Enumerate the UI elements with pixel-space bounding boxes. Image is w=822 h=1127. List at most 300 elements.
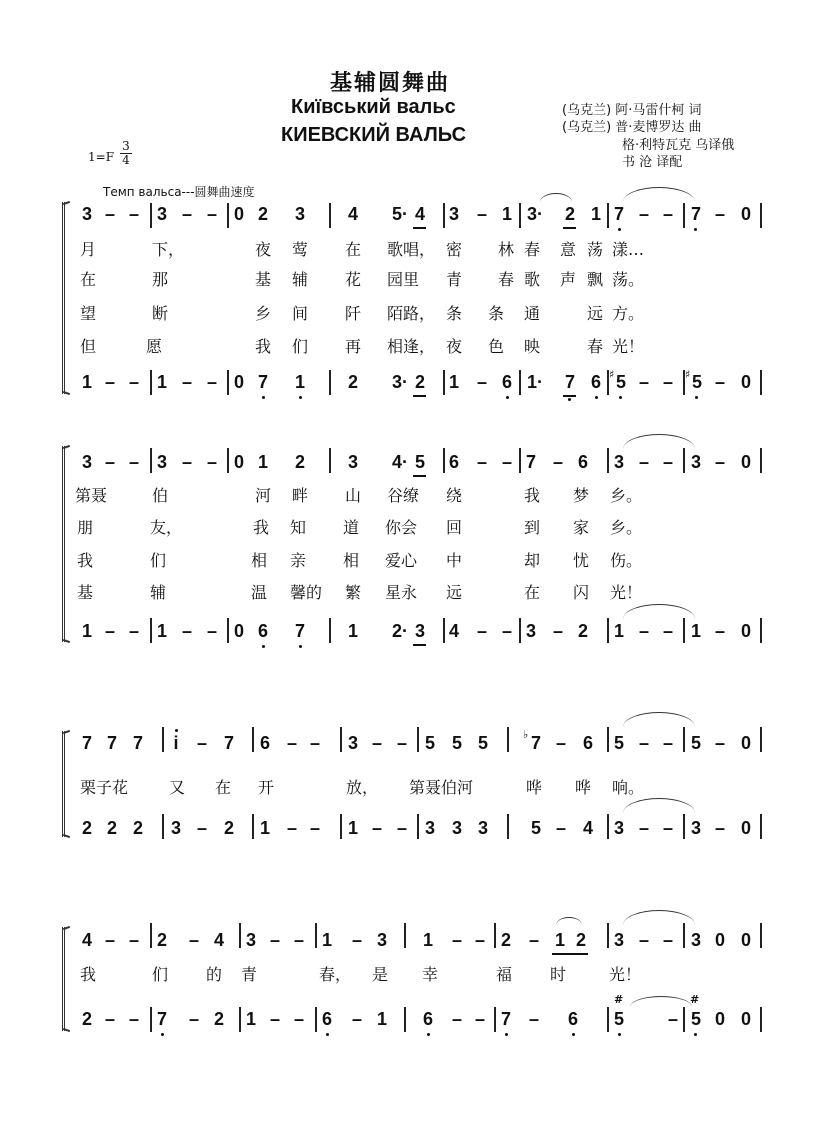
melody-note: – <box>128 452 139 472</box>
harmony-note: 0 <box>740 621 751 641</box>
low-octave-dot <box>262 396 265 399</box>
melody-note: – <box>206 204 217 224</box>
melody-note: – <box>714 452 725 472</box>
lyric: 夜 <box>446 337 463 356</box>
low-octave-dot <box>695 396 698 399</box>
lyric: 声 <box>560 270 577 289</box>
lyric: 但 <box>80 337 97 356</box>
lyric: 畔 <box>292 486 309 505</box>
title-russian: КИЕВСКИЙ ВАЛЬС <box>281 124 467 146</box>
melody-note: 4· <box>391 452 408 472</box>
harmony-note: 1 <box>81 621 92 641</box>
harmony-note: – <box>501 621 512 641</box>
lyric: 响。 <box>612 778 645 797</box>
melody-note: 7 <box>525 452 536 472</box>
harmony-note: – <box>181 372 192 392</box>
melody-note: 0 <box>740 204 751 224</box>
lyric: 色 <box>488 337 505 356</box>
melody-note: 5 <box>690 733 701 753</box>
melody-note: – <box>638 452 649 472</box>
underline <box>563 227 576 229</box>
barline <box>683 203 685 228</box>
harmony-note: – <box>555 818 566 838</box>
barline <box>519 203 521 228</box>
barline <box>760 618 762 643</box>
lyric: 在 <box>80 270 97 289</box>
credit-lyricist: (乌克兰) 阿·马雷什柯 词 <box>562 103 702 118</box>
sharp-icon: # <box>614 993 624 1006</box>
barline <box>760 448 762 473</box>
barline <box>150 1007 152 1032</box>
harmony-note: 6 <box>321 1009 332 1029</box>
sharp-icon: # <box>690 993 700 1006</box>
lyric: 们 <box>152 965 169 984</box>
barline <box>329 203 331 228</box>
melody-note: 0 <box>714 930 725 950</box>
lyric: 夜 <box>255 240 272 259</box>
melody-note: 3 <box>347 733 358 753</box>
lyric: 辅 <box>292 270 309 289</box>
lyric: 河 <box>255 486 272 505</box>
harmony-note: – <box>528 1009 539 1029</box>
barline <box>607 618 609 643</box>
melody-note: – <box>104 930 115 950</box>
melody-note: – <box>181 204 192 224</box>
barline <box>607 814 609 839</box>
melody-note: – <box>196 733 207 753</box>
lyric: 忧 <box>573 551 590 570</box>
harmony-note: – <box>104 372 115 392</box>
low-octave-dot <box>299 645 302 648</box>
harmony-note: 2 <box>347 372 358 392</box>
harmony-note: 2 <box>223 818 234 838</box>
barline <box>760 203 762 228</box>
melody-note: 3 <box>448 204 459 224</box>
melody-note: 4 <box>81 930 92 950</box>
lyric: 远 <box>587 304 604 323</box>
melody-note: 5· <box>391 204 408 224</box>
harmony-note: 0 <box>740 818 751 838</box>
lyric: 福 <box>496 965 513 984</box>
title-chinese: 基辅圆舞曲 <box>330 70 451 96</box>
lyric: 愿 <box>146 337 163 356</box>
harmony-note: 2 <box>106 818 117 838</box>
time-sig-bottom: 4 <box>122 153 130 167</box>
harmony-note: – <box>638 621 649 641</box>
harmony-note: 6 <box>501 372 512 392</box>
lyric: 伤。 <box>610 551 643 570</box>
barline <box>315 923 317 948</box>
melody-note: 3 <box>156 204 167 224</box>
harmony-note: 0 <box>233 621 244 641</box>
melody-note: 4 <box>347 204 358 224</box>
barline <box>417 727 419 752</box>
low-octave-dot <box>619 396 622 399</box>
harmony-note: 0 <box>740 1009 751 1029</box>
melody-note: 0 <box>740 452 751 472</box>
melody-note: 5 <box>451 733 462 753</box>
harmony-note: 6 <box>590 372 601 392</box>
melody-note: 3 <box>245 930 256 950</box>
lyric: 栗子花 <box>80 778 129 797</box>
lyric: 知 <box>290 518 307 537</box>
low-octave-dot <box>595 396 598 399</box>
lyric: 莺 <box>292 240 309 259</box>
melody-note: 0 <box>740 930 751 950</box>
harmony-note: 0 <box>740 372 751 392</box>
lyric: 们 <box>292 337 309 356</box>
melody-note: 1 <box>501 204 512 224</box>
barline <box>607 727 609 752</box>
melody-note: 7 <box>106 733 117 753</box>
harmony-note: 1· <box>526 372 543 392</box>
melody-note: 1 <box>321 930 332 950</box>
barline <box>507 727 509 752</box>
melody-note: 7 <box>81 733 92 753</box>
lyric: 乡。 <box>610 518 643 537</box>
melody-note: – <box>128 930 139 950</box>
lyric: 开 <box>258 778 275 797</box>
barline <box>150 923 152 948</box>
harmony-note: 2 <box>577 621 588 641</box>
lyric: 在 <box>215 778 232 797</box>
harmony-note: 6 <box>257 621 268 641</box>
harmony-note: 2 <box>414 372 425 392</box>
lyric: 阡 <box>345 304 362 323</box>
harmony-note: 5 <box>613 1009 624 1029</box>
melody-note: 5 <box>477 733 488 753</box>
lyric: 歌唱， <box>387 240 436 259</box>
lyric: 友， <box>150 518 183 537</box>
barline <box>329 618 331 643</box>
barline <box>162 814 164 839</box>
slur <box>630 996 692 1007</box>
harmony-note: 1 <box>259 818 270 838</box>
barline <box>404 923 406 948</box>
melody-note: 1 <box>554 930 565 950</box>
melody-note: 2 <box>257 204 268 224</box>
harmony-note: 7 <box>257 372 268 392</box>
lyric: 第聂伯河 <box>409 778 474 797</box>
credit-russian-translator: 格·利特瓦克 乌译俄 <box>622 138 735 153</box>
harmony-note: 3 <box>525 621 536 641</box>
melody-note: 3 <box>690 452 701 472</box>
low-octave-dot <box>505 1033 508 1036</box>
harmony-note: 2· <box>391 621 408 641</box>
lyric: 道 <box>343 518 360 537</box>
lyric: 林 <box>498 240 515 259</box>
melody-note: – <box>662 452 673 472</box>
underline <box>413 475 426 477</box>
lyric: 谷缭 <box>387 486 420 505</box>
lyric: 爱心 <box>385 551 418 570</box>
harmony-note: 1 <box>156 621 167 641</box>
melody-note: 7 <box>690 204 701 224</box>
harmony-note: – <box>714 621 725 641</box>
lyric: 花 <box>345 270 362 289</box>
barline <box>683 1007 685 1032</box>
harmony-note: – <box>128 621 139 641</box>
harmony-note: – <box>188 1009 199 1029</box>
barline <box>519 448 521 473</box>
lyric: 陌路， <box>387 304 436 323</box>
melody-note: 3 <box>294 204 305 224</box>
barline <box>239 923 241 948</box>
melody-note: 5 <box>613 733 624 753</box>
tempo-marking: Темп вальса---圆舞曲速度 <box>103 185 255 199</box>
harmony-note: 3 <box>477 818 488 838</box>
lyric: 是 <box>372 965 389 984</box>
barline <box>443 618 445 643</box>
harmony-note: 1 <box>448 372 459 392</box>
melody-note: – <box>181 452 192 472</box>
key-signature: 1=F <box>88 150 115 164</box>
harmony-note: – <box>638 372 649 392</box>
harmony-note: 1 <box>245 1009 256 1029</box>
low-octave-dot <box>572 1033 575 1036</box>
melody-note: 6 <box>582 733 593 753</box>
melody-note: – <box>104 204 115 224</box>
lyric: 间 <box>292 304 309 323</box>
harmony-note: – <box>181 621 192 641</box>
harmony-note: 7 <box>564 372 575 392</box>
harmony-note: – <box>286 818 297 838</box>
lyric: 时 <box>550 965 567 984</box>
melody-note: – <box>474 930 485 950</box>
melody-note: 3 <box>613 930 624 950</box>
time-signature <box>120 140 132 167</box>
harmony-note: 5 <box>691 372 702 392</box>
lyric: 温 <box>251 583 268 602</box>
harmony-note: – <box>474 1009 485 1029</box>
lyric: 春 <box>524 240 541 259</box>
melody-note: – <box>476 204 487 224</box>
harmony-note: – <box>638 818 649 838</box>
melody-note: – <box>552 452 563 472</box>
barline <box>683 923 685 948</box>
melody-note: 2 <box>294 452 305 472</box>
lyric: 繁 <box>345 583 362 602</box>
melody-note: 3 <box>690 930 701 950</box>
melody-note: 3· <box>526 204 543 224</box>
high-octave-dot <box>175 729 178 732</box>
melody-note: 6 <box>577 452 588 472</box>
melody-note: – <box>714 733 725 753</box>
underline <box>552 953 588 955</box>
barline <box>607 1007 609 1032</box>
harmony-note: 3 <box>451 818 462 838</box>
lyric: 再 <box>345 337 362 356</box>
barline <box>607 203 609 228</box>
barline <box>340 727 342 752</box>
barline <box>329 448 331 473</box>
melody-note: 1 <box>422 930 433 950</box>
barline <box>417 814 419 839</box>
lyric: 闪 <box>573 583 590 602</box>
barline <box>683 814 685 839</box>
low-octave-dot <box>618 228 621 231</box>
lyric: 的 <box>206 965 223 984</box>
harmony-note: – <box>552 621 563 641</box>
harmony-note: – <box>476 621 487 641</box>
barline <box>150 370 152 395</box>
melody-note: 0 <box>233 452 244 472</box>
lyric: 我 <box>77 551 94 570</box>
underline <box>563 395 576 397</box>
melody-note: 0 <box>740 733 751 753</box>
melody-note: 3 <box>376 930 387 950</box>
harmony-note: 1 <box>81 372 92 392</box>
harmony-note: – <box>662 818 673 838</box>
lyric: 绕 <box>446 486 463 505</box>
harmony-note: 6 <box>567 1009 578 1029</box>
harmony-note: 0 <box>714 1009 725 1029</box>
melody-note: 3 <box>347 452 358 472</box>
lyric: 放， <box>346 778 379 797</box>
barline <box>227 203 229 228</box>
underline <box>413 644 426 646</box>
slur <box>623 187 695 202</box>
melody-note: i <box>173 733 179 753</box>
harmony-note: 2 <box>132 818 143 838</box>
barline <box>227 370 229 395</box>
harmony-note: 7 <box>156 1009 167 1029</box>
barline <box>507 814 509 839</box>
barline <box>683 448 685 473</box>
barline <box>760 1007 762 1032</box>
harmony-note: – <box>667 1009 678 1029</box>
harmony-note: – <box>269 1009 280 1029</box>
melody-note: – <box>501 452 512 472</box>
melody-note: 2 <box>575 930 586 950</box>
low-octave-dot <box>568 398 571 401</box>
lyric: 基 <box>255 270 272 289</box>
lyric: 乡。 <box>610 486 643 505</box>
credit-composer: (乌克兰) 普·麦博罗达 曲 <box>562 120 702 135</box>
lyric: 青 <box>241 965 258 984</box>
lyric: 家 <box>573 518 590 537</box>
harmony-note: 3 <box>613 818 624 838</box>
melody-note: 3 <box>156 452 167 472</box>
barline <box>227 448 229 473</box>
lyric: 哗 <box>526 778 543 797</box>
credit-chinese-translator: 书 沧 译配 <box>622 155 683 170</box>
lyric: 春 <box>498 270 515 289</box>
lyric: 你会 <box>385 518 418 537</box>
harmony-note: 3 <box>170 818 181 838</box>
melody-note: – <box>309 733 320 753</box>
lyric: 相逢， <box>387 337 436 356</box>
low-octave-dot <box>694 228 697 231</box>
melody-note: – <box>662 733 673 753</box>
melody-note: 6 <box>448 452 459 472</box>
lyric: 山 <box>345 486 362 505</box>
low-octave-dot <box>618 1033 621 1036</box>
harmony-note: – <box>451 1009 462 1029</box>
melody-note: 2 <box>564 204 575 224</box>
melody-note: – <box>206 452 217 472</box>
lyric: 条 <box>446 304 463 323</box>
system-bracket <box>62 927 69 1031</box>
harmony-note: – <box>104 1009 115 1029</box>
harmony-note: 5 <box>690 1009 701 1029</box>
title-ukrainian: Київський вальс <box>291 96 456 118</box>
lyric: 那 <box>152 270 169 289</box>
lyric: 园里 <box>387 270 420 289</box>
lyric: 基 <box>77 583 94 602</box>
harmony-note: 5 <box>530 818 541 838</box>
lyric: 相 <box>251 551 268 570</box>
lyric: 断 <box>152 304 169 323</box>
sharp-icon: ♯ <box>685 368 691 381</box>
lyric: 春 <box>587 337 604 356</box>
lyric: 下， <box>152 240 185 259</box>
melody-note: – <box>396 733 407 753</box>
low-octave-dot <box>694 1033 697 1036</box>
underline <box>413 395 426 397</box>
slur <box>623 798 695 813</box>
lyric: 望 <box>80 304 97 323</box>
lyric: 方。 <box>612 304 645 323</box>
lyric: 光！ <box>609 965 642 984</box>
lyric: 意 <box>560 240 577 259</box>
lyric: 我 <box>80 965 97 984</box>
lyric: 中 <box>446 551 463 570</box>
harmony-note: – <box>104 621 115 641</box>
harmony-note: – <box>371 818 382 838</box>
lyric: 梦 <box>573 486 590 505</box>
harmony-note: 3 <box>690 818 701 838</box>
barline <box>683 618 685 643</box>
system-bracket <box>62 446 69 642</box>
sharp-icon: ♯ <box>609 368 615 381</box>
barline <box>519 618 521 643</box>
barline <box>760 814 762 839</box>
lyric: 通 <box>524 304 541 323</box>
lyric: 在 <box>345 240 362 259</box>
slur <box>623 712 695 727</box>
low-octave-dot <box>299 396 302 399</box>
barline <box>252 814 254 839</box>
lyric: 荡。 <box>612 270 645 289</box>
melody-note: – <box>528 930 539 950</box>
lyric: 幸 <box>422 965 439 984</box>
lyric: 远 <box>446 583 463 602</box>
harmony-note: 6 <box>422 1009 433 1029</box>
barline <box>760 370 762 395</box>
barline <box>443 203 445 228</box>
melody-note: – <box>638 204 649 224</box>
barline <box>404 1007 406 1032</box>
lyric: 青 <box>446 270 463 289</box>
melody-note: – <box>128 204 139 224</box>
harmony-note: – <box>662 372 673 392</box>
low-octave-dot <box>506 396 509 399</box>
slur <box>623 910 695 925</box>
lyric: 春， <box>319 965 352 984</box>
lyric: 伯 <box>152 486 169 505</box>
barline <box>315 1007 317 1032</box>
barline <box>150 203 152 228</box>
lyric: 相 <box>343 551 360 570</box>
lyric: 映 <box>524 337 541 356</box>
melody-note: – <box>104 452 115 472</box>
lyric: 我 <box>253 518 270 537</box>
barline <box>607 923 609 948</box>
slur <box>556 917 582 925</box>
melody-note: – <box>662 930 673 950</box>
harmony-note: – <box>396 818 407 838</box>
